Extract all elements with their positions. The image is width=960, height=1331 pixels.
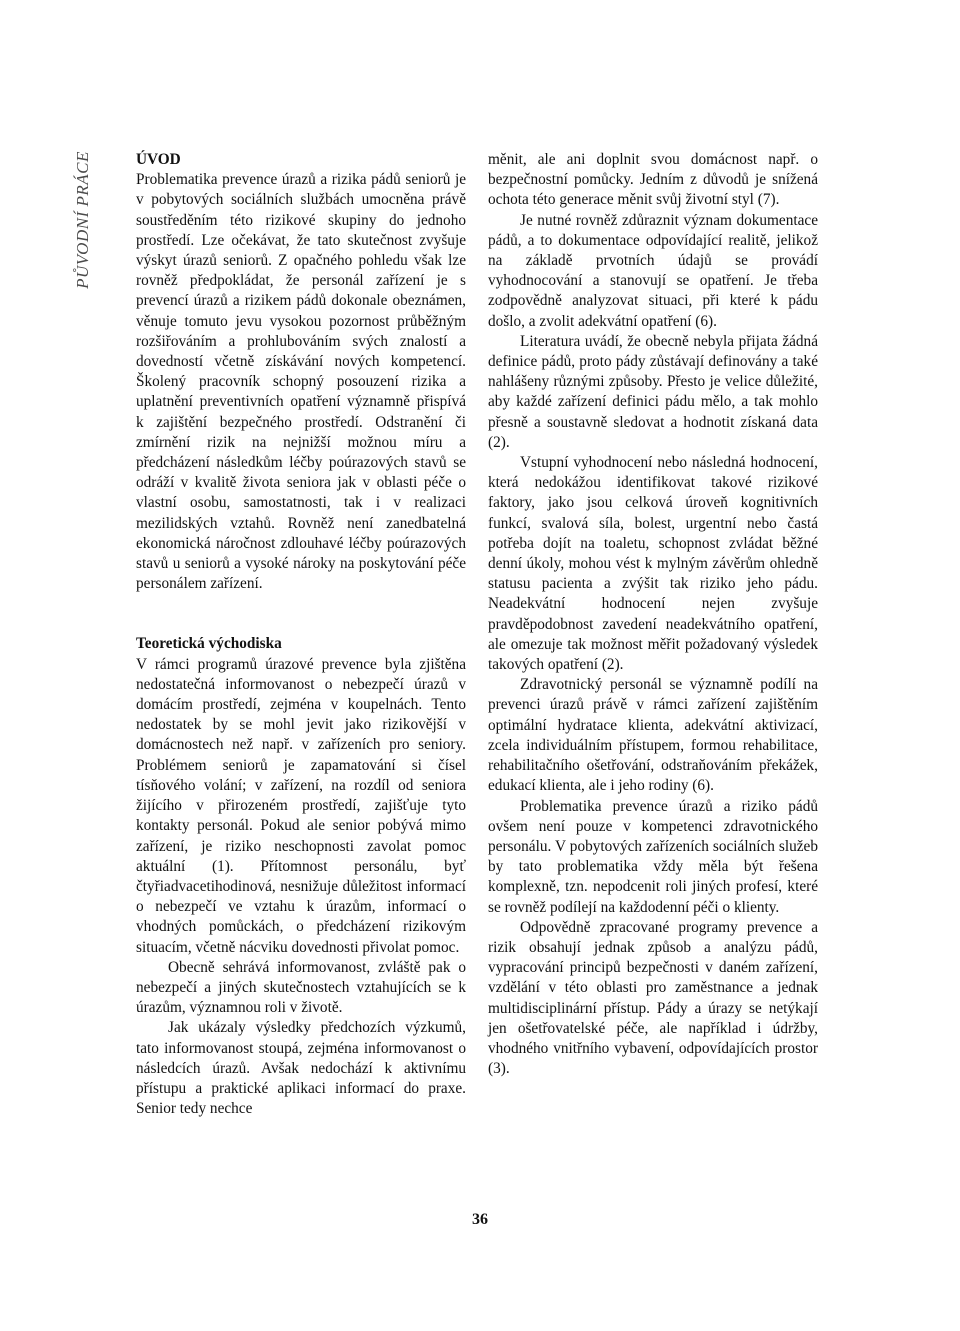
- paragraph: Vstupní vyhodnocení nebo následná hodnocení, která nedokážou identifikovat takové rizikové faktory, jako jsou celková úroveň kognitivních funkcí, svalová síla, bolest, urgentní nebo častá potřeba dojít na toaletu, schopnost zvládat běžné denní úkoly, mohou vést k mylným závěrům ohledně statusu pacienta a zvýšit tak riziko jeho pádu. Neadekvátní hodnocení nejen zvyšuje pravděpodobnost zavedení neadekvátního opatření, ale omezuje tak možnost měřit požadovaný výsledek takových opatření (2).: [488, 454, 818, 674]
- page-number: 36: [472, 1211, 488, 1228]
- section-label-text: PŮVODNÍ PRÁCE: [73, 151, 92, 289]
- paragraph: Zdravotnický personál se významně podílí na prevenci úrazů právě v rámci zařízení zajištěním optimální hydratace klienta, adekvátní aktivizací, zcela individuálním přístupem, formou rehabilitace, rehabilitačního ošetřování, odstraňováním překážek, edukací klienta, ale i jeho rodiny (6).: [488, 676, 818, 795]
- heading-teoreticka-vychodiska: Teoretická východiska: [136, 635, 282, 653]
- right-column: [488, 150, 818, 1079]
- paragraph: měnit, ale ani doplnit svou domácnost např. o bezpečnostní pomůcky. Jedním z důvodů je snížená ochota této generace měnit svůj životní styl (7).: [488, 151, 818, 209]
- paragraph: V rámci programů úrazové prevence byla zjištěna nedostatečná informovanost o nebezpečí úrazů v domácím prostředí, zejména v koupelnách. Tento nedostatek by se mohl jevit jako rizikovější v domácnostech než např. v zařízeních pro seniory. Problémem seniorů je zapamatování si čísel tísňového volání; v zařízení, na rozdíl od seniora žijícího v přirozeném prostředí, zajišťuje tyto kontakty personál. Pokud ale senior pobývá mimo zařízení, je riziko neschopnosti zavolat pomoc aktuální (1). Přítomnost personálu, byť čtyřiadvacetihodinová, nesnižuje důležitost informací o nebezpečí ve vztahu k úrazům, informací o vhodných pomůckách, o předcházení rizikovým situacím, včetně nácviku dovednosti přivolat pomoc.: [136, 655, 466, 956]
- paragraph: Odpovědně zpracované programy prevence a rizik obsahují jednak způsob a analýzu pádů, vypracování principů bezpečnosti v daném zařízení, vzdělání v této oblasti pro zaměstnance a jednak multidisciplinární přístup. Pády a úrazy se netýkají jen ošetřovatelské péče, ale například i údržby, vhodného vnitřního vybavení, odpovídajících prostor (3).: [488, 918, 818, 1078]
- paragraph: Obecně sehrává informovanost, zvláště pak o nebezpečí a jiných skutečnostech vztahujících se k úrazům, významnou roli v životě.: [136, 958, 466, 1017]
- left-column: [136, 150, 466, 1119]
- heading-uvod: ÚVOD: [136, 151, 181, 168]
- paragraph: Je nutné rovněž zdůraznit význam dokumentace pádů, a to dokumentace odpovídající realitě, jelikož na základě prvotních údajů se provádí vyhodnocování a stanovují se opatření. Je třeba zodpovědně analyzovat situaci, při které k pádu došlo, a zvolit adekvátní opatření (6).: [488, 211, 818, 330]
- paragraph: Problematika prevence úrazů a rizika pádů seniorů je v pobytových sociálních službách umocněna právě soustředěním této rizikové skupiny do jednoho prostředí. Lze očekávat, že tato skutečnost zvyšuje výskyt úrazů seniorů. Z opačného pohledu však lze rovněž předpokládat, že personál zařízení je s prevencí úrazů a rizikem pádů dokonale obeznámen, věnuje tomuto jevu vysokou pozornost průběžným rozšiřováním a prohlubováním svých znalostí a dovedností včetně získávání nových kompetencí. Školený pracovník schopný posouzení rizika a uplatnění preventivních opatření významně přispívá k zajištění bezpečného prostředí. Odstranění či zmírnění rizik na nejnižší možnou míru a předcházení následkům léčby poúrazových stavů se odráží v kvalitě života seniora jak v oblasti péče o vlastní osobu, samostatnosti, tak i v realizaci mezilidských vztahů. Rovněž není zanedbatelná ekonomická náročnost zdlouhavé léčby poúrazových stavů u seniorů a vysoké nároky na poskytování péče personálem zařízení.: [136, 171, 466, 593]
- section-side-label: [66, 150, 100, 290]
- paragraph: Jak ukázaly výsledky předchozích výzkumů, tato informovanost stoupá, zejména informovanost o následcích úrazů. Avšak nedochází k aktivnímu přístupu a praktické aplikaci informací do praxe. Senior tedy nechce: [136, 1019, 466, 1118]
- paragraph: Problematika prevence úrazů a riziko pádů ovšem není pouze v kompetenci zdravotnického personálu. V pobytových zařízeních sociálních služeb by tato problematika vždy měla být řešena komplexně, tzn. nepodcenit roli jiných profesí, které se rovněž podílejí na každodenní péči o klienty.: [488, 797, 818, 916]
- paragraph: Literatura uvádí, že obecně nebyla přijata žádná definice pádů, proto pády zůstávají definovány a také nahlášeny různými způsoby. Přesto je velice důležité, aby každé zařízení definici pádu mělo, a tak mohlo přesně a soustavně sledovat a hodnotit získaná data (2).: [488, 332, 818, 451]
